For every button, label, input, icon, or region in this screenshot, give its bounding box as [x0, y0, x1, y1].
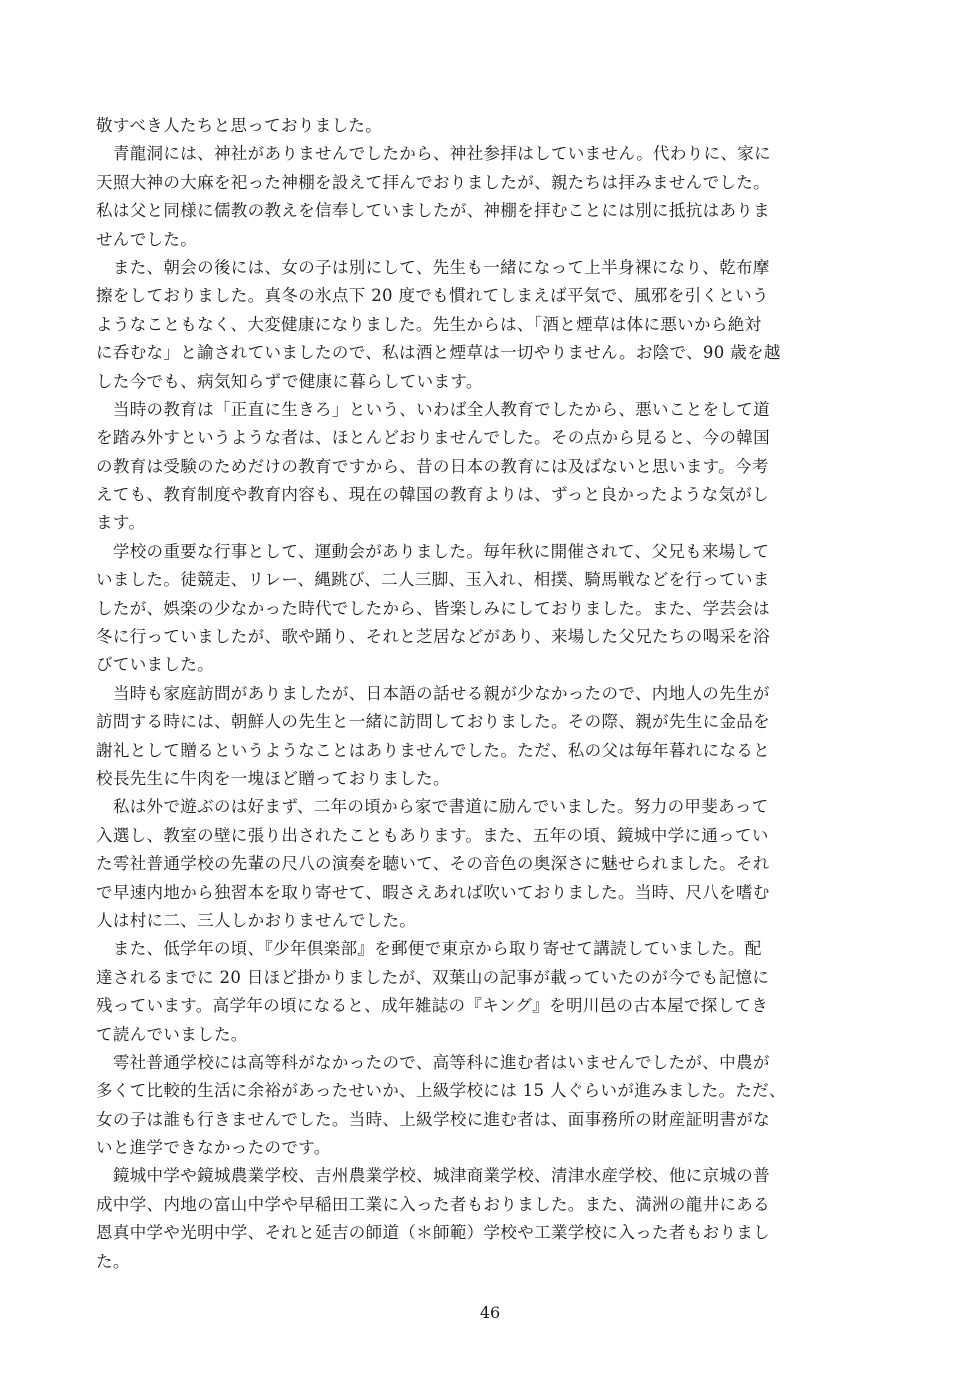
- text-line: 当時も家庭訪問がありましたが、日本語の話せる親が少なかったので、内地人の先生が: [96, 683, 770, 703]
- text-line: 学校の重要な行事として、運動会がありました。毎年秋に開催されて、父兄も来場して: [96, 541, 770, 561]
- text-line: 達されるまでに 20 日ほど掛かりましたが、双葉山の記事が載っていたのが今でも記憶に: [96, 967, 770, 987]
- text-line: た。: [96, 1251, 130, 1271]
- text-line: 入選し、教室の壁に張り出されたこともあります。また、五年の頃、鏡城中学に通ってい: [96, 825, 769, 845]
- text-line: した今でも、病気知らずで健康に暮らしています。: [96, 371, 483, 391]
- text-line: 青龍洞には、神社がありませんでしたから、神社参拝はしていません。代わりに、家に: [96, 144, 771, 164]
- text-line: 恩真中学や光明中学、それと延吉の師道（＊師範）学校や工業学校に入った者もおりまし: [96, 1223, 770, 1243]
- text-line: 訪問する時には、朝鮮人の先生と一緒に訪問しておりました。その際、親が先生に金品を: [96, 712, 770, 732]
- text-line: 敬すべき人たちと思っておりました。: [96, 116, 383, 135]
- text-line: ようなこともなく、大変健康になりました。先生からは、「酒と煙草は体に悪いから絶対: [96, 314, 762, 334]
- text-line: 謝礼として贈るというようなことはありませんでした。ただ、私の父は毎年暮れになると: [96, 740, 770, 760]
- text-line: せんでした。: [96, 229, 198, 249]
- text-line: したが、娯楽の少なかった時代でしたから、皆楽しみにしておりました。また、学芸会は: [96, 598, 770, 618]
- text-line: 校長先生に牛肉を一塊ほど贈っておりました。: [96, 768, 450, 788]
- text-line: 女の子は誰も行きませんでした。当時、上級学校に進む者は、面事務所の財産証明書がな: [96, 1109, 770, 1129]
- page-number: 46: [479, 1303, 501, 1322]
- text-line: 残っています。高学年の頃になると、成年雑誌の『キング』を明川邑の古本屋で探してき: [96, 996, 769, 1016]
- text-line: また、低学年の頃、『少年倶楽部』を郵便で東京から取り寄せて講読していました。配: [96, 939, 762, 959]
- text-line: 鏡城中学や鏡城農業学校、吉州農業学校、城津商業学校、清津水産学校、他に京城の普: [96, 1166, 770, 1186]
- text-line: ます。: [96, 513, 146, 533]
- text-line: えても、教育制度や教育内容も、現在の韓国の教育よりは、ずっと良かったような気がし: [96, 485, 770, 505]
- text-line: 多くて比較的生活に余裕があったせいか、上級学校には 15 人ぐらいが進みました。ただ、: [96, 1081, 786, 1101]
- text-line: 人は村に二、三人しかおりませんでした。: [96, 910, 417, 930]
- text-line: で早速内地から独習本を取り寄せて、暇さえあれば吹いておりました。当時、尺八を嗜む: [96, 882, 770, 902]
- text-line: て読んでいました。: [96, 1024, 248, 1044]
- text-line: に呑むな」と諭されていましたので、私は酒と煙草は一切やりません。お陰で、90 歳を越: [96, 343, 781, 363]
- text-line: 天照大神の大麻を祀った神棚を設えて拝んでおりましたが、親たちは拝みませんでした。: [96, 172, 770, 192]
- text-line: 成中学、内地の富山中学や早稲田工業に入った者もおりました。また、満洲の龍井にある: [96, 1194, 770, 1214]
- text-line: いました。徒競走、リレー、縄跳び、二人三脚、玉入れ、相撲、騎馬戦などを行っていま: [96, 570, 770, 590]
- text-line: 私は父と同様に儒教の教えを信奉していましたが、神棚を拝むことには別に抵抗はありま: [96, 201, 770, 221]
- text-line: た雩社普通学校の先輩の尺八の演奏を聴いて、その音色の奥深さに魅せられました。それ: [96, 854, 770, 874]
- text-line: また、朝会の後には、女の子は別にして、先生も一緒になって上半身裸になり、乾布摩: [96, 257, 770, 277]
- body-text: [96, 112, 844, 1276]
- text-line: の教育は受験のためだけの教育ですから、昔の日本の教育には及ばないと思います。今考: [96, 456, 769, 476]
- text-line: 当時の教育は「正直に生きろ」という、いわば全人教育でしたから、悪いことをして道: [96, 399, 770, 419]
- text-line: 冬に行っていましたが、歌や踊り、それと芝居などがあり、来場した父兄たちの喝采を浴: [96, 627, 770, 647]
- text-line: 雩社普通学校には高等科がなかったので、高等科に進む者はいませんでしたが、中農が: [96, 1052, 770, 1072]
- text-line: いと進学できなかったのです。: [96, 1138, 331, 1158]
- text-line: びていました。: [96, 655, 214, 675]
- text-line: を踏み外すというような者は、ほとんどおりませんでした。その点から見ると、今の韓国: [96, 428, 770, 448]
- text-line: 私は外で遊ぶのは好まず、二年の頃から家で書道に励んでいました。努力の甲斐あって: [96, 797, 769, 817]
- text-line: 擦をしておりました。真冬の氷点下 20 度でも慣れてしまえば平気で、風邪を引くという: [96, 286, 769, 306]
